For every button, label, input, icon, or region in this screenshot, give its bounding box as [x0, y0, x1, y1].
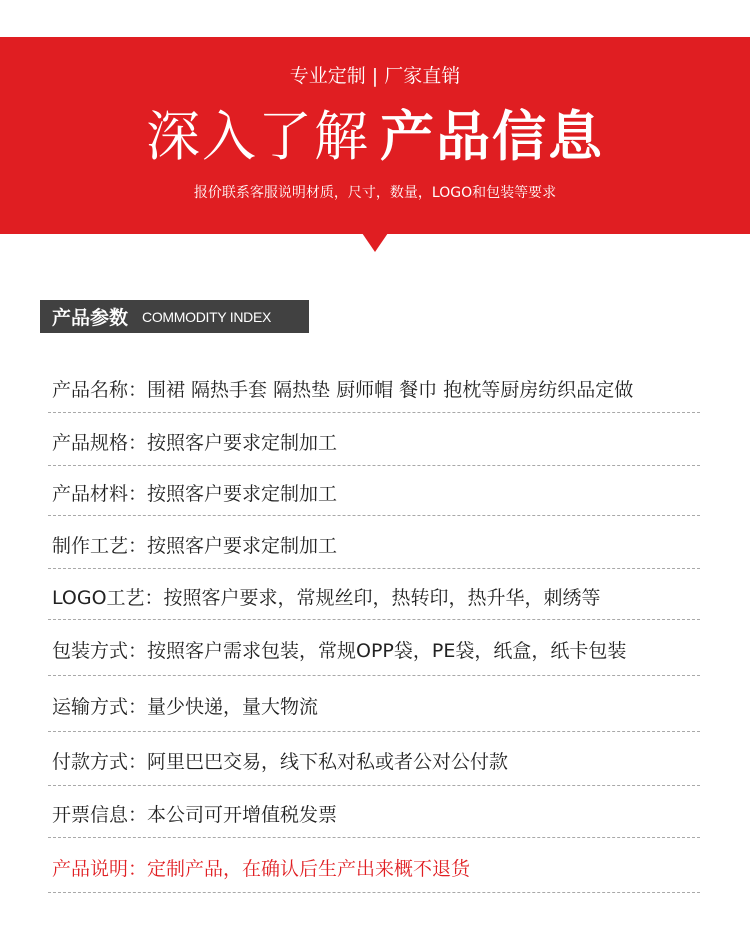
spec-row-product-name: [48, 360, 700, 413]
spec-label: 产品材料：: [52, 483, 148, 505]
banner-title-bold: 产品信息: [380, 105, 604, 168]
spec-label: 产品说明：: [52, 857, 148, 880]
spec-row-material: [48, 466, 700, 516]
spec-row-product-note: [48, 838, 700, 893]
section-title-cn: 产品参数: [52, 307, 129, 329]
banner-title-light: 深入了解: [146, 105, 370, 168]
spec-value: 按照客户要求定制加工: [147, 534, 338, 557]
spec-value: 按照客户要求定制加工: [147, 431, 338, 454]
spec-value: 量少快递，量大物流: [147, 696, 319, 718]
spec-row-craft: [48, 516, 700, 569]
section-title-en: COMMODITY INDEX: [142, 308, 272, 325]
spec-label: 开票信息：: [52, 804, 148, 826]
spec-value: 阿里巴巴交易，线下私对私或者公对公付款: [147, 751, 509, 773]
spec-value: 按照客户要求，常规丝印，热转印，热升华，刺绣等: [163, 586, 601, 609]
spec-row-payment: [48, 732, 700, 786]
spec-value: 按照客户需求包装，常规OPP袋，PE袋，纸盒，纸卡包装: [147, 640, 627, 662]
spec-label: 包装方式：: [52, 640, 148, 662]
spec-value: 围裙 隔热手套 隔热垫 厨师帽 餐巾 抱枕等厨房纺织品定做: [147, 378, 634, 401]
banner-title: [0, 104, 750, 170]
spec-label: 产品规格：: [52, 431, 148, 454]
spec-row-packaging: [48, 620, 700, 676]
spec-row-specification: [48, 413, 700, 466]
section-title-bar: [40, 300, 309, 333]
spec-label: 产品名称：: [52, 378, 148, 401]
spec-row-logo-craft: [48, 569, 700, 620]
spec-row-invoice: [48, 786, 700, 838]
spec-label: LOGO工艺：: [52, 586, 164, 609]
banner-subtitle: 专业定制 | 厂家直销: [289, 65, 461, 87]
spec-label: 制作工艺：: [52, 534, 148, 557]
banner-pointer: [362, 233, 388, 252]
spec-value: 定制产品，在确认后生产出来概不退货: [147, 857, 471, 880]
spec-row-shipping: [48, 676, 700, 732]
spec-label: 付款方式：: [52, 751, 148, 773]
spec-label: 运输方式：: [52, 696, 148, 718]
spec-value: 本公司可开增值税发票: [147, 804, 338, 826]
spec-list: [48, 360, 700, 893]
banner-tagline: 报价联系客服说明材质，尺寸，数量，LOGO和包装等要求: [193, 185, 557, 201]
spec-value: 按照客户要求定制加工: [147, 483, 338, 505]
